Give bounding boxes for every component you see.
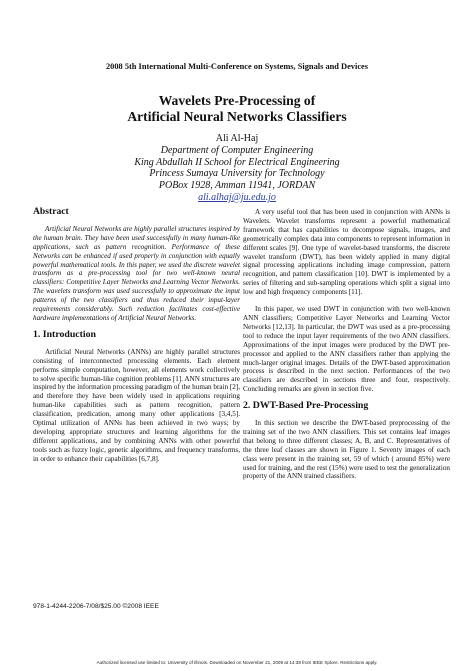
download-footer: Authorized licensed use limited to: University of Illinois. Downloaded on November 21, 2009 at 14:38 from IEEE Xplore. Restrictions apply. — [96, 660, 378, 665]
author-name: Ali Al-Haj — [215, 133, 259, 144]
affiliation-line-3: Princess Sumaya University for Technology — [149, 168, 325, 180]
section-2-paragraph: In this section we describe the DWT-based preprocessing of the training set of the two ANN classifiers. This set contains leaf images that belong to three different classes; A, B, and C. Representatives of the three leaf classes are shown in Figure 1. Seventy images of each class were present in the training set, 59 of which ( around 85%) were used for training, and the rest (15%) were used to test the generalization property of the ANN trained classifiers. — [243, 419, 450, 481]
author-email-link[interactable]: ali.alhaj@ju.edu.jo — [198, 191, 276, 203]
left-column — [33, 208, 240, 472]
affiliation-line-1: Department of Computer Engineering — [160, 144, 314, 156]
section-1-heading: 1. Introduction — [33, 328, 96, 340]
section-1-paragraph: Artificial Neural Networks (ANNs) are highly parallel structures consisting of interconnected processing elements. Each element performs simple computation, however, all elements work collectively to solve specific human-like cognition problems [1]. ANN structures are inspired by the information processing paradigm of the human brain [2], and therefore they have been widely used in applications requiring human-like capabilities such as pattern recognition, pattern classification, predication, among many other applications [3,4,5]. Optimal utilization of ANNs has been achieved in two ways; by developing appropriate structures and learning algorithms for the different applications, and by combining ANNs with other powerful tools such as fuzzy logic, genetic algorithms, and frequency transforms, in order to enhance their capabilities [6,7,8]. — [33, 347, 240, 463]
conference-header: 2008 5th International Multi-Conference on Systems, Signals and Devices — [105, 62, 369, 71]
paper-title — [0, 93, 474, 124]
intro-paragraph-3: In this paper, we used DWT in conjunction with two well-known ANN classifiers; Competitive Layer Networks and Learning Vector Networks [12,13]. In particular, the DWT was used as a pre-processing tool to reduce the input layer requirements of the two ANN classifiers. Approximations of the input images were produced by the DWT pre-processor and applied to the ANN classifiers rather than applying the much-larger original images. Details of the DWT-based approximation process is described in the next section. Performances of the two classifiers are described in sections three and four, respectively. Concluding remarks are given in section five. — [243, 305, 450, 394]
abstract-heading: Abstract — [33, 206, 69, 217]
title-line-2: Artificial Neural Networks Classifiers — [127, 108, 347, 124]
author-block — [0, 133, 474, 204]
affiliation-line-4: POBox 1928, Amman 11941, JORDAN — [158, 180, 316, 192]
intro-paragraph-2: A very useful tool that has been used in conjunction with ANNs is Wavelets. Wavelet transforms represent a powerful mathematical framework that has capabilities to decompose signals, images, and geometrically complex data into components to represent information in different scales [9]. One type of wavelet-based transforms, the discrete wavelet transform (DWT), has been widely applied in many digital signal processing applications including image compression, pattern recognition, and pattern classification [10]. DWT is implemented by a series of filtering and sub-sampling operations which split a signal into low and high frequency components [11]. — [243, 208, 450, 297]
title-line-1: Wavelets Pre-Processing of — [158, 93, 316, 108]
section-2-heading: 2. DWT-Based Pre-Processing — [243, 400, 369, 412]
abstract-text: Artificial Neural Networks are highly parallel structures inspired by the human brain. They have been used successfully in many human-like applications, such as pattern recognition. Performance of these Networks can be enhanced if used properly in conjunction with equally powerful mathematical tools. In this paper, we used the discrete wavelet transform as a pre-processing tool for two well-known neural classifiers: Competitive Layer Networks and Learning Vector Networks. The wavelets transform was used successfully to approximate the input patterns of the two classifiers and thus reduced their input-layer requirements considerably. Such reduction facilitates cost-effective hardware implementations of Artificial Neural Networks. — [33, 224, 240, 322]
right-column — [243, 208, 450, 489]
affiliation-line-2: King Abdullah II School for Electrical Engineering — [134, 156, 340, 168]
isbn-line: 978-1-4244-2206-7/08/$25.00 ©2008 IEEE — [33, 603, 159, 610]
